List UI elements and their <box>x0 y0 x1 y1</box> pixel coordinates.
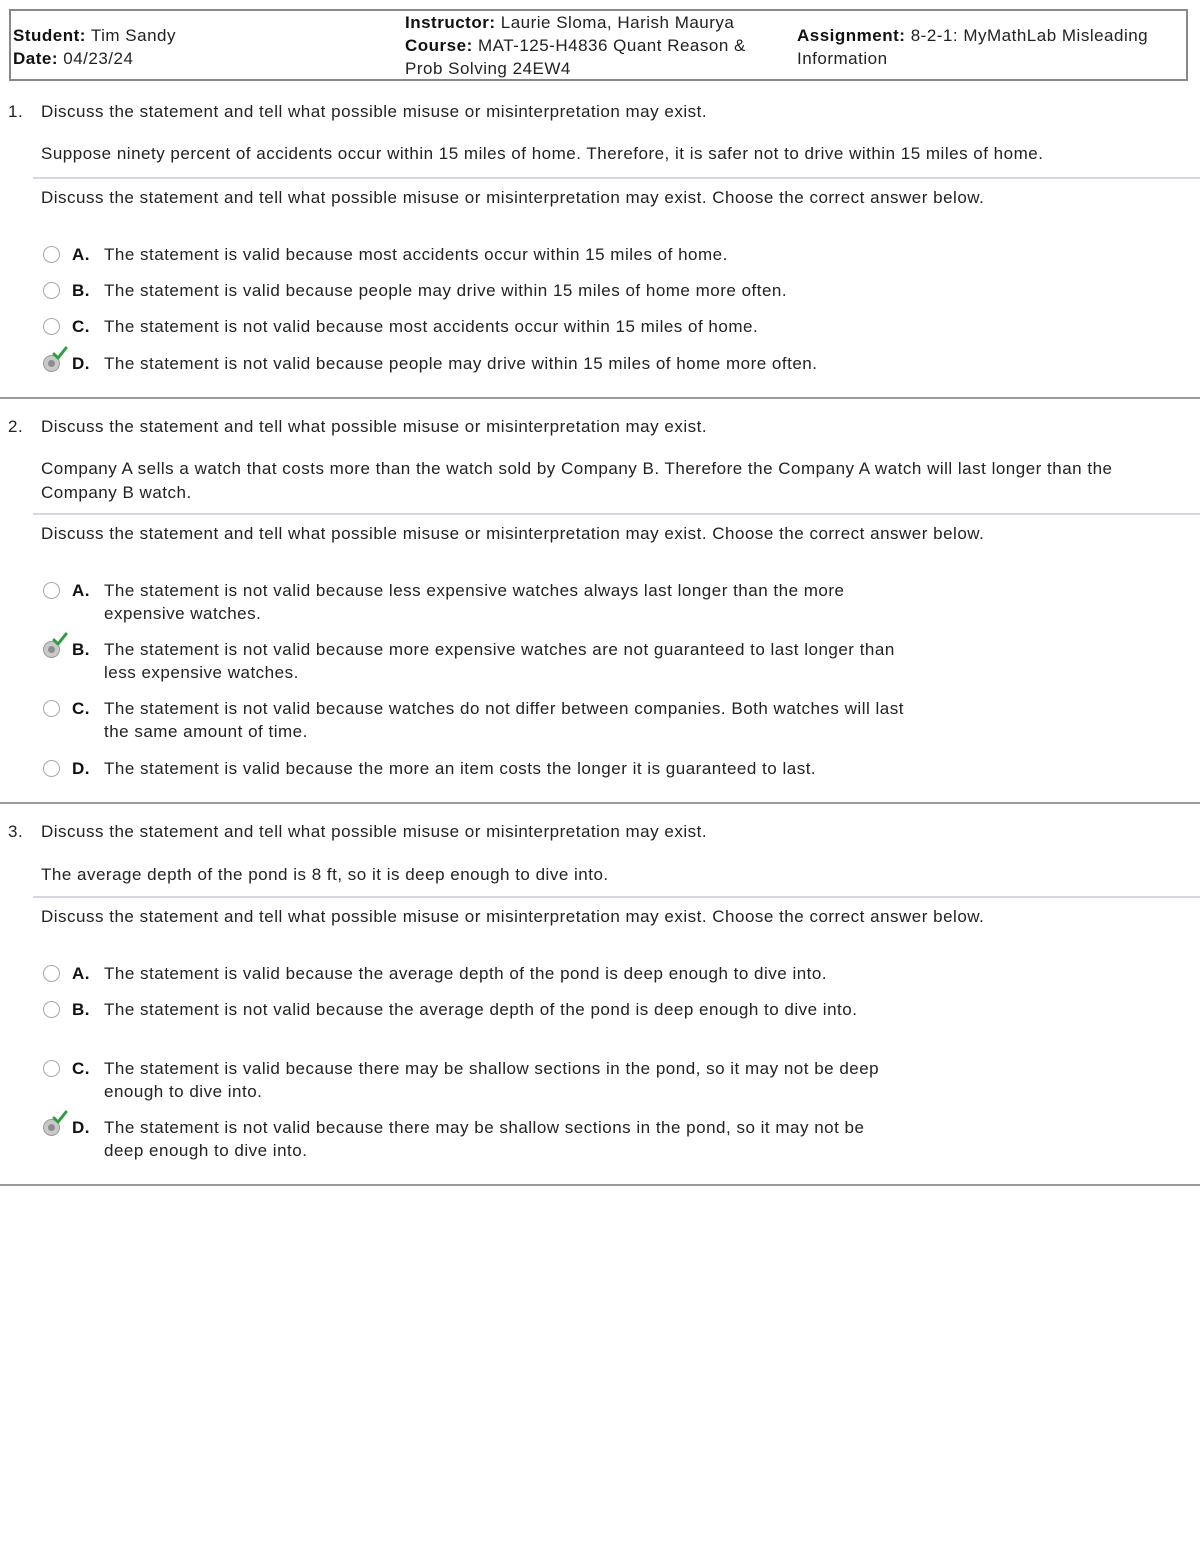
radio-button[interactable] <box>43 582 60 599</box>
radio-button[interactable] <box>43 282 60 299</box>
student-label: Student: <box>13 26 86 45</box>
radio-button[interactable] <box>43 246 60 263</box>
course-label: Course: <box>405 36 473 55</box>
choice-letter: A. <box>72 245 90 264</box>
answer-instruction: Discuss the statement and tell what possible misuse or misinterpretation may exist. Choose the correct answer below. <box>41 188 985 207</box>
course-name-line2: Prob Solving 24EW4 <box>405 59 571 78</box>
assignment-name-line2: Information <box>797 49 888 68</box>
course-name-line1: MAT-125-H4836 Quant Reason & <box>477 36 746 55</box>
question-divider <box>0 397 1200 399</box>
choice-letter: A. <box>72 964 90 983</box>
choice-letter: D. <box>72 1118 90 1137</box>
choice-text: The statement is not valid because more expensive watches are not guaranteed to last longer than less expensive watches. <box>104 640 895 682</box>
checkmark-icon <box>52 1110 68 1126</box>
answer-instruction: Discuss the statement and tell what possible misuse or misinterpretation may exist. Choose the correct answer below. <box>41 524 985 543</box>
question-prompt: Discuss the statement and tell what possible misuse or misinterpretation may exist. <box>41 102 708 121</box>
question-statement: Suppose ninety percent of accidents occur within 15 miles of home. Therefore, it is safer not to drive within 15 miles of home. <box>41 144 1044 163</box>
checkmark-icon <box>52 346 68 362</box>
question-divider <box>0 802 1200 804</box>
radio-button[interactable] <box>43 1001 60 1018</box>
choice-text: The statement is valid because most accidents occur within 15 miles of home. <box>104 245 728 264</box>
question-statement: The average depth of the pond is 8 ft, so it is deep enough to dive into. <box>41 865 609 884</box>
radio-button[interactable] <box>43 965 60 982</box>
choice-letter: C. <box>72 317 90 336</box>
radio-button[interactable] <box>43 1060 60 1077</box>
checkmark-icon <box>52 632 68 648</box>
question-number: 1. <box>8 102 24 121</box>
assignment-name-line1: 8-2-1: MyMathLab Misleading <box>910 26 1149 45</box>
choice-letter: B. <box>72 640 90 659</box>
separator <box>33 177 1200 179</box>
choice-text: The statement is valid because the more an item costs the longer it is guaranteed to last. <box>104 759 817 778</box>
choice-letter: A. <box>72 581 90 600</box>
choice-text: The statement is not valid because less expensive watches always last longer than the more expensive watches. <box>104 581 845 623</box>
choice-letter: C. <box>72 1059 90 1078</box>
question-number: 3. <box>8 822 24 841</box>
instructor-names: Laurie Sloma, Harish Maurya <box>500 13 735 32</box>
answer-instruction: Discuss the statement and tell what possible misuse or misinterpretation may exist. Choose the correct answer below. <box>41 907 985 926</box>
question-divider <box>0 1184 1200 1186</box>
radio-button[interactable] <box>43 700 60 717</box>
question-statement: Company A sells a watch that costs more than the watch sold by Company B. Therefore the Company A watch will last longer than the Company B watch. <box>41 459 1113 502</box>
choice-text: The statement is not valid because watches do not differ between companies. Both watches will last the same amount of time. <box>104 699 904 741</box>
student-name: Tim Sandy <box>90 26 176 45</box>
choice-text: The statement is not valid because there may be shallow sections in the pond, so it may not be deep enough to dive into. <box>104 1118 865 1160</box>
student-info <box>13 24 176 70</box>
choice-letter: C. <box>72 699 90 718</box>
radio-button[interactable] <box>43 318 60 335</box>
choice-text: The statement is valid because there may be shallow sections in the pond, so it may not be deep enough to dive into. <box>104 1059 880 1101</box>
choice-text: The statement is not valid because the average depth of the pond is deep enough to dive into. <box>104 1000 858 1019</box>
choice-letter: D. <box>72 354 90 373</box>
choice-letter: B. <box>72 281 90 300</box>
choice-letter: B. <box>72 1000 90 1019</box>
date-value: 04/23/24 <box>63 49 134 68</box>
choice-text: The statement is not valid because most accidents occur within 15 miles of home. <box>104 317 759 336</box>
separator <box>33 513 1200 515</box>
choice-text: The statement is valid because people may drive within 15 miles of home more often. <box>104 281 788 300</box>
question-number: 2. <box>8 417 24 436</box>
separator <box>33 896 1200 898</box>
assignment-label: Assignment: <box>797 26 906 45</box>
assignment-header <box>9 9 1188 81</box>
assignment-info <box>797 24 1182 70</box>
question-prompt: Discuss the statement and tell what possible misuse or misinterpretation may exist. <box>41 417 708 436</box>
radio-button[interactable] <box>43 760 60 777</box>
choice-letter: D. <box>72 759 90 778</box>
question-prompt: Discuss the statement and tell what possible misuse or misinterpretation may exist. <box>41 822 708 841</box>
choice-text: The statement is not valid because people may drive within 15 miles of home more often. <box>104 354 818 373</box>
course-info <box>405 11 775 80</box>
choice-text: The statement is valid because the average depth of the pond is deep enough to dive into. <box>104 964 828 983</box>
instructor-label: Instructor: <box>405 13 496 32</box>
date-label: Date: <box>13 49 59 68</box>
